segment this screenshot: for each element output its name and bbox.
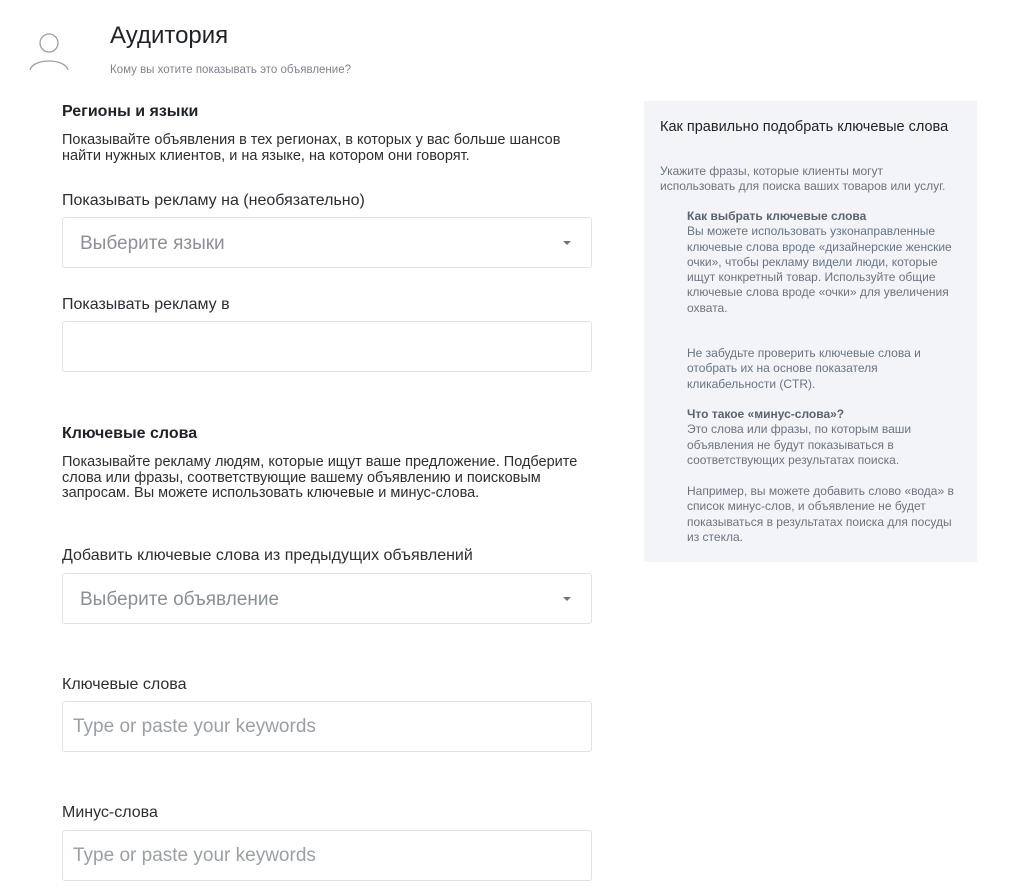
previous-ads-select[interactable]	[62, 573, 592, 624]
keywords-input-box	[62, 701, 592, 752]
location-label: Показывать рекламу в	[62, 296, 230, 313]
regions-description: Показывайте объявления в тех регионах, в которых у вас больше шансов найти нужных клиентов, и на языке, на котором они говорят.	[62, 132, 561, 164]
previous-ads-placeholder: Выберите объявление	[80, 589, 280, 610]
language-select-placeholder: Выберите языки	[80, 233, 225, 254]
previous-ads-label: Добавить ключевые слова из предыдущих объявлений	[62, 547, 473, 564]
regions-heading: Регионы и языки	[62, 103, 199, 120]
language-select[interactable]	[62, 217, 592, 268]
help-how-title: Как выбрать ключевые слова	[687, 209, 867, 223]
negative-keywords-input[interactable]	[63, 831, 591, 880]
chevron-down-icon	[563, 241, 571, 245]
help-negative-text: Это слова или фразы, по которым ваши объявления не будут показываться в соответствующих результатах поиска.	[687, 422, 912, 467]
negative-keywords-input-box	[62, 830, 592, 881]
help-intro: Укажите фразы, которые клиенты могут использовать для поиска ваших товаров или услуг.	[660, 164, 946, 194]
keywords-input[interactable]	[63, 702, 591, 751]
negative-keywords-label: Минус-слова	[62, 804, 158, 821]
keywords-description: Показывайте рекламу людям, которые ищут ваше предложение. Подберите слова или фразы, соответствующие вашему объявлению и поисковым запросам. Вы можете использовать ключевые и минус-слова.	[62, 454, 578, 501]
help-panel	[644, 101, 977, 562]
help-title: Как правильно подобрать ключевые слова	[660, 119, 949, 135]
help-negative-title: Что такое «минус-слова»?	[687, 407, 845, 421]
location-input-box	[62, 321, 592, 372]
help-ctr-text: Не забудьте проверить ключевые слова и отобрать их на основе показателя кликабельности (CTR).	[687, 346, 921, 391]
location-input[interactable]	[63, 322, 591, 371]
section-subtitle: Кому вы хотите показывать это объявление?	[110, 64, 351, 76]
language-label: Показывать рекламу на (необязательно)	[62, 192, 365, 209]
keywords-label: Ключевые слова	[62, 676, 187, 693]
help-how-text: Вы можете использовать узконаправленные ключевые слова вроде «дизайнерские женские очки», чтобы рекламу видели люди, которые ищут конкретный товар. Используйте общие ключевые слова вроде «очки» для увеличения охвата.	[687, 224, 952, 315]
help-negative-block	[687, 407, 962, 468]
section-title: Аудитория	[110, 22, 229, 49]
user-icon	[26, 28, 72, 74]
keywords-heading: Ключевые слова	[62, 425, 198, 442]
chevron-down-icon	[563, 597, 571, 601]
help-example-text: Например, вы можете добавить слово «вода» в список минус-слов, и объявление не будет показываться в результатах поиска для посуды из стекла.	[687, 484, 954, 544]
help-how-block	[687, 209, 962, 316]
